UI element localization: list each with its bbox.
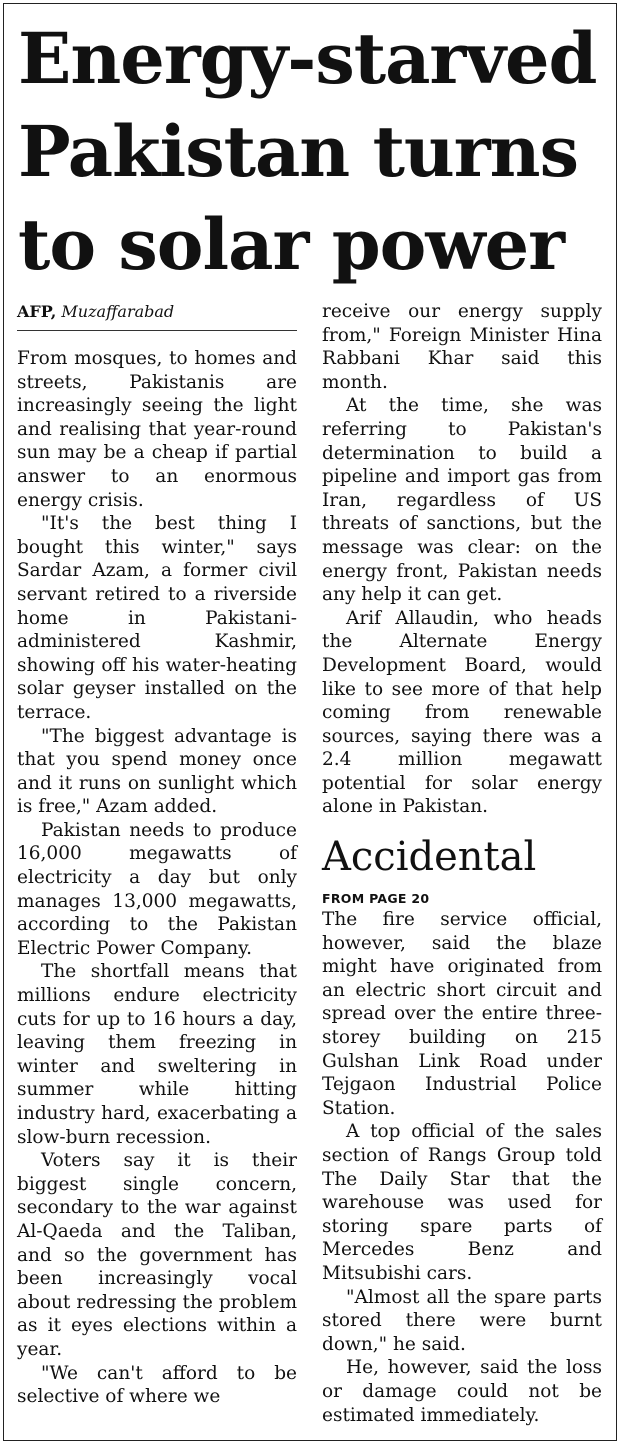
story-paragraph: The shortfall means that millions endure electricity cuts for up to 16 hours a day, leaving them freezing in winter and sweltering in summer while hitting industry hard, exacerbating a slow-burn recession. (17, 961, 297, 1148)
second-story-paragraph: The fire service official, however, said the blaze might have originated from an electric short circuit and spread over the entire three-storey building on 215 Gulshan Link Road under Tejgaon Industrial Police Station. (322, 909, 602, 1119)
left-column (17, 300, 297, 1409)
story-paragraph: Pakistan needs to produce 16,000 megawatts of electricity a day but only manages 13,000 megawatts, according to the Pakistan Electric Power Company. (17, 819, 297, 959)
story-paragraph: "The biggest advantage is that you spend money once and it runs on sunlight which is free," Azam added. (17, 725, 297, 818)
story-paragraph: Arif Allaudin, who heads the Alternate Energy Development Board, would like to see more of that help coming from renewable sources, saying there was a 2.4 million megawatt potential for solar energy alone in Pakistan. (322, 607, 602, 818)
byline-agency: AFP, (17, 302, 57, 321)
jump-label: FROM PAGE 20 (322, 891, 430, 907)
right-column (322, 300, 602, 1427)
newspaper-clipping (3, 3, 617, 1441)
second-story-paragraph: "Almost all the spare parts stored there were burnt down," he said. (322, 1286, 602, 1355)
story-paragraph: receive our energy supply from," Foreign Minister Hina Rabbani Khar said this month. (322, 301, 602, 393)
headline-line-2: Pakistan turns (18, 110, 578, 193)
story-paragraph: From mosques, to homes and streets, Pakistanis are increasingly seeing the light and realising that year-round sun may be a cheap if partial answer to an enormous energy crisis. (17, 348, 297, 511)
story-paragraph: "It's the best thing I bought this winter," says Sardar Azam, a former civil servant retired to a riverside home in Pakistani-administered Kashmir, showing off his water-heating solar geyser installed on the terrace. (17, 513, 297, 723)
headline (18, 12, 614, 291)
headline-line-1: Energy-starved (18, 17, 597, 100)
second-story-paragraph: A top official of the sales section of Rangs Group told The Daily Star that the warehouse was used for storing spare parts of Mercedes Benz and Mitsubishi cars. (322, 1121, 602, 1284)
second-story-headline: Accidental (322, 834, 537, 881)
story-paragraph: At the time, she was referring to Pakistan's determination to build a pipeline and import gas from Iran, regardless of US threats of sanctions, but the message was clear: on the energy front, Pakistan needs any help it can get. (322, 395, 602, 606)
second-story-paragraph: He, however, said the loss or damage could not be estimated immediately. (322, 1357, 602, 1426)
story-paragraph: Voters say it is their biggest single concern, secondary to the war against Al-Qaeda and the Taliban, and so the government has been increasingly vocal about redressing the problem as it eyes elections within a year. (17, 1150, 297, 1360)
byline (17, 300, 297, 331)
story-paragraph: "We can't afford to be selective of where we (17, 1362, 297, 1408)
byline-place: Muzaffarabad (61, 302, 175, 321)
headline-line-3: to solar power (18, 203, 564, 286)
